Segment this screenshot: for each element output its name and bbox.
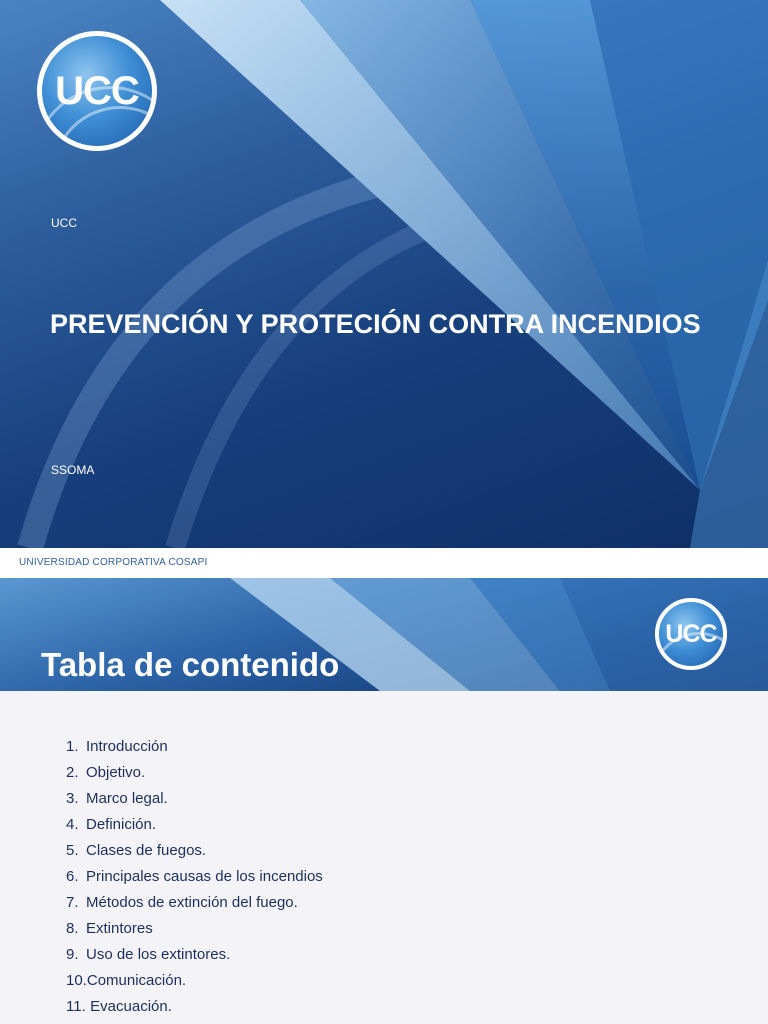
ucc-logo bbox=[655, 598, 727, 670]
toc-number: 7. bbox=[66, 894, 79, 911]
logo-text: UCC bbox=[665, 619, 717, 648]
toc-item bbox=[66, 894, 323, 920]
slide-subtitle: SSOMA bbox=[51, 463, 95, 477]
toc-label: Definición. bbox=[86, 816, 157, 833]
toc-item bbox=[66, 816, 323, 842]
logo-text: UCC bbox=[55, 68, 139, 113]
toc-label: Comunicación. bbox=[86, 972, 187, 989]
footer-text: UNIVERSIDAD CORPORATIVA COSAPI bbox=[19, 557, 208, 568]
toc-label: Principales causas de los incendios bbox=[86, 868, 323, 885]
toc-number: 10. bbox=[66, 972, 87, 989]
toc-number: 1. bbox=[66, 738, 79, 755]
toc-item bbox=[66, 790, 323, 816]
contents-header bbox=[0, 578, 768, 691]
toc-label: Uso de los extintores. bbox=[86, 946, 231, 963]
toc-number: 8. bbox=[66, 920, 79, 937]
toc-number: 9. bbox=[66, 946, 79, 963]
toc-number: 2. bbox=[66, 764, 79, 781]
toc-label: Introducción bbox=[86, 738, 168, 755]
toc-label: Marco legal. bbox=[86, 790, 168, 807]
toc-label: Evacuación. bbox=[86, 998, 172, 1015]
toc-item bbox=[66, 946, 323, 972]
toc-number: 5. bbox=[66, 842, 79, 859]
toc-number: 3. bbox=[66, 790, 79, 807]
slide-title: PREVENCIÓN Y PROTECIÓN CONTRA INCENDIOS bbox=[50, 309, 701, 339]
ucc-logo bbox=[37, 31, 157, 151]
toc-item bbox=[66, 764, 323, 790]
toc-item bbox=[66, 738, 323, 764]
toc-label: Métodos de extinción del fuego. bbox=[86, 894, 298, 911]
toc-number: 11. bbox=[66, 998, 86, 1015]
toc-label: Extintores bbox=[86, 920, 153, 937]
toc-label: Clases de fuegos. bbox=[86, 842, 207, 859]
toc-label: Objetivo. bbox=[86, 764, 146, 781]
toc-item bbox=[66, 868, 323, 894]
toc-number: 4. bbox=[66, 816, 79, 833]
table-of-contents bbox=[66, 738, 323, 1024]
toc-number: 6. bbox=[66, 868, 79, 885]
toc-item bbox=[66, 998, 323, 1024]
toc-item bbox=[66, 842, 323, 868]
contents-title: Tabla de contenido bbox=[41, 646, 340, 683]
footer-strip bbox=[0, 548, 768, 578]
toc-item bbox=[66, 920, 323, 946]
toc-item bbox=[66, 972, 323, 998]
org-label: UCC bbox=[51, 216, 77, 230]
contents-slide bbox=[0, 578, 768, 1024]
